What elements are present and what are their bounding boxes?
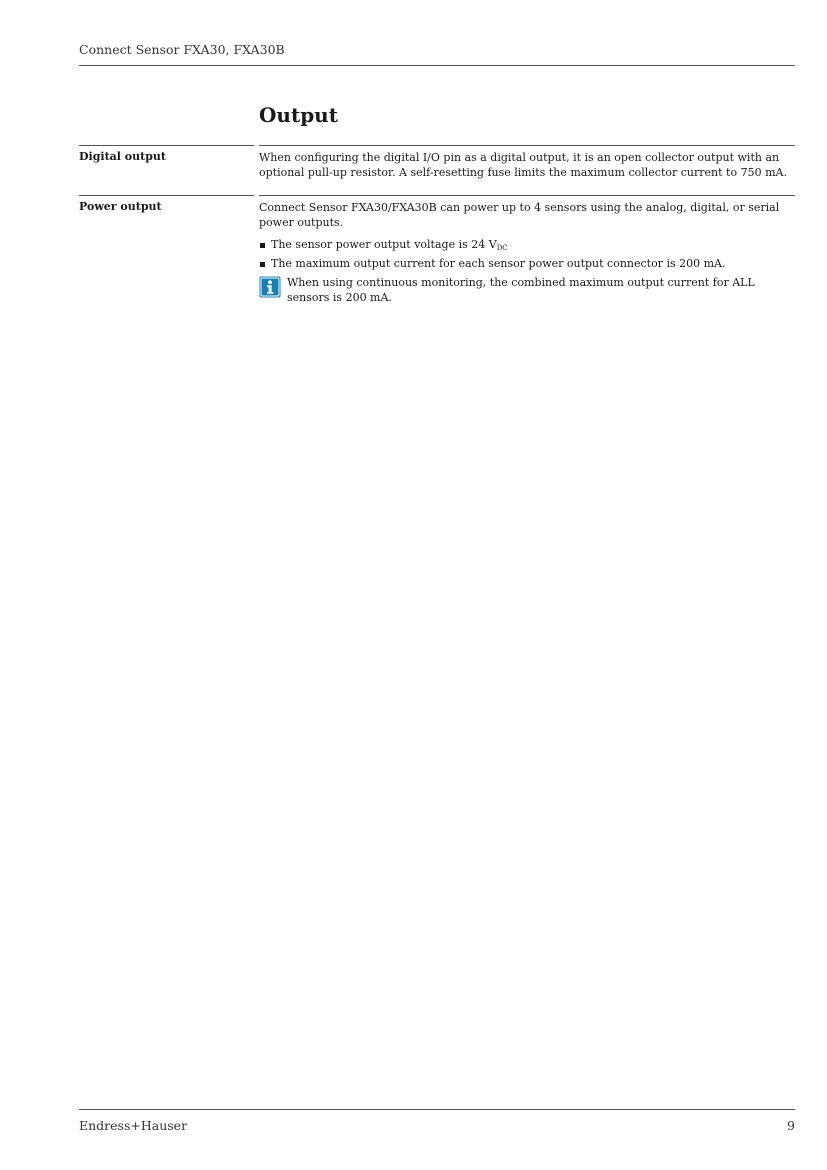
company-name: Endress+Hauser [79, 1118, 188, 1133]
page-number: 9 [787, 1118, 795, 1133]
power-output-intro: Connect Sensor FXA30/FXA30B can power up to 4 sensors using the analog, digital, or serial power outputs. [259, 201, 780, 229]
bullet-icon [260, 243, 265, 248]
bullet-icon [260, 262, 265, 267]
power-output-list [259, 237, 795, 271]
document-title: Connect Sensor FXA30, FXA30B [79, 42, 285, 57]
voltage-text: The sensor power output voltage is 24 V [271, 238, 497, 251]
note-text: When using continuous monitoring, the combined maximum output current for ALL sensors is 200 mA. [287, 276, 755, 304]
power-output-content [259, 195, 795, 305]
current-text: The maximum output current for each sensor power output connector is 200 mA. [271, 257, 726, 270]
digital-output-label: Digital output [79, 145, 254, 163]
info-note [259, 275, 795, 305]
digital-output-text: When configuring the digital I/O pin as a digital output, it is an open collector output with an optional pull-up resistor. A self-resetting fuse limits the maximum collector current to 750 mA. [259, 151, 787, 179]
page-footer [79, 1109, 795, 1133]
digital-output-content [259, 145, 795, 180]
power-output-label: Power output [79, 195, 254, 213]
page-header [79, 42, 795, 66]
section-title: Output [259, 103, 338, 127]
info-icon [259, 276, 281, 298]
list-item [259, 237, 795, 256]
list-item [259, 256, 795, 271]
voltage-subscript: DC [496, 244, 508, 252]
